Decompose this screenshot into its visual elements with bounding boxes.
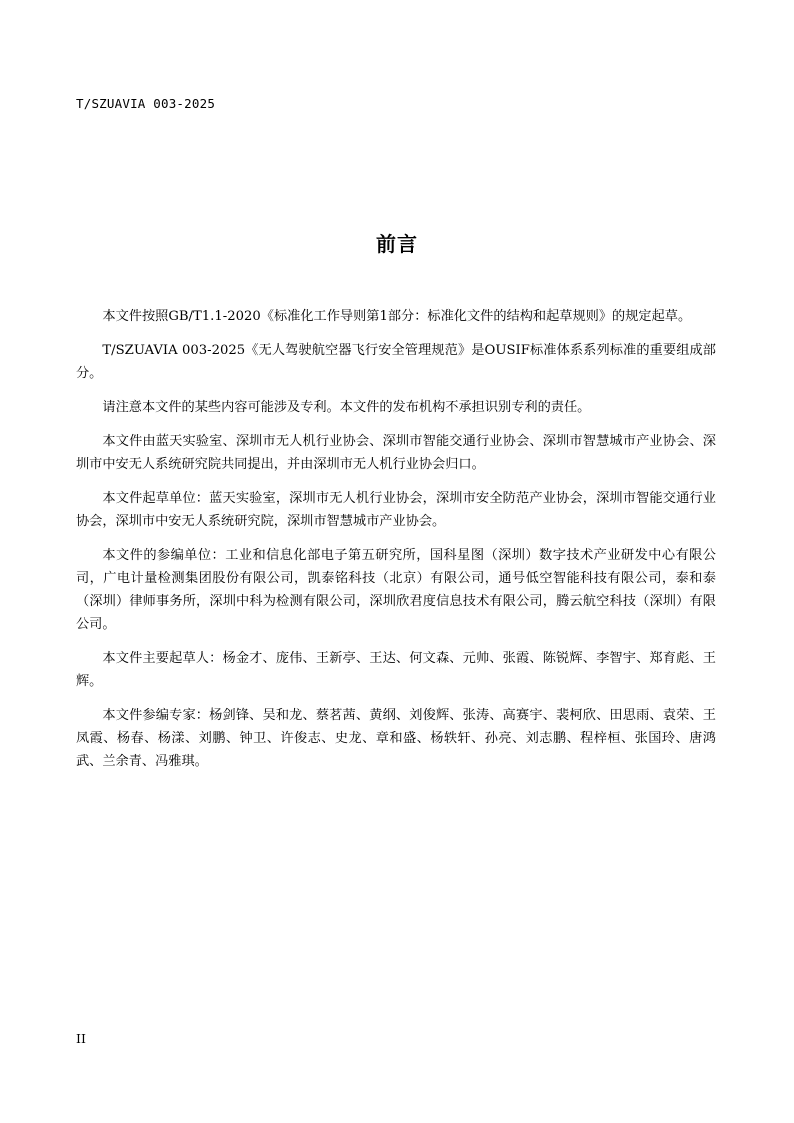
paragraph-proposers: 本文件由蓝天实验室、深圳市无人机行业协会、深圳市智能交通行业协会、深圳市智慧城市产业协会、深圳市中安无人系统研究院共同提出，并由深圳市无人机行业协会归口。 xyxy=(76,434,716,472)
paragraph-experts: 本文件参编专家：杨剑锋、吴和龙、蔡茗茜、黄纲、刘俊辉、张涛、高赛宇、裴柯欣、田思雨、袁荣、王凤霞、杨春、杨漾、刘鹏、钟卫、许俊志、史龙、章和盛、杨轶轩、孙亮、刘志鹏、程梓桓、张国玲、唐鸿武、兰余青、冯雅琪。 xyxy=(76,708,716,769)
page-title: 前言 xyxy=(376,232,418,256)
paragraph-participating-units: 本文件的参编单位：工业和信息化部电子第五研究所，国科星图（深圳）数字技术产业研发中心有限公司，广电计量检测集团股份有限公司，凯泰铭科技（北京）有限公司，通号低空智能科技有限公司，泰和泰（深圳）律师事务所，深圳中科为检测有限公司，深圳欣君度信息技术有限公司，腾云航空科技（深圳）有限公司。 xyxy=(76,548,716,632)
paragraph-patent-notice: 请注意本文件的某些内容可能涉及专利。本文件的发布机构不承担识别专利的责任。 xyxy=(102,400,591,415)
paragraph-main-drafters: 本文件主要起草人：杨金才、庞伟、王新亭、王达、何文森、元帅、张霞、陈锐辉、李智宇、郑育彪、王辉。 xyxy=(76,651,716,689)
document-code: T/SZUAVIA 003-2025 xyxy=(76,96,216,111)
paragraph-drafting-units: 本文件起草单位：蓝天实验室，深圳市无人机行业协会，深圳市安全防范产业协会，深圳市智能交通行业协会，深圳市中安无人系统研究院，深圳市智慧城市产业协会。 xyxy=(76,491,716,529)
paragraph-standard-system: T/SZUAVIA 003-2025《无人驾驶航空器飞行安全管理规范》是OUSIF标准体系系列标准的重要组成部分。 xyxy=(76,343,716,381)
page-number: II xyxy=(76,1031,86,1046)
foreword-body xyxy=(76,305,716,784)
paragraph-drafting-rules: 本文件按照GB/T1.1-2020《标准化工作导则第1部分：标准化文件的结构和起草规则》的规定起草。 xyxy=(102,309,692,324)
